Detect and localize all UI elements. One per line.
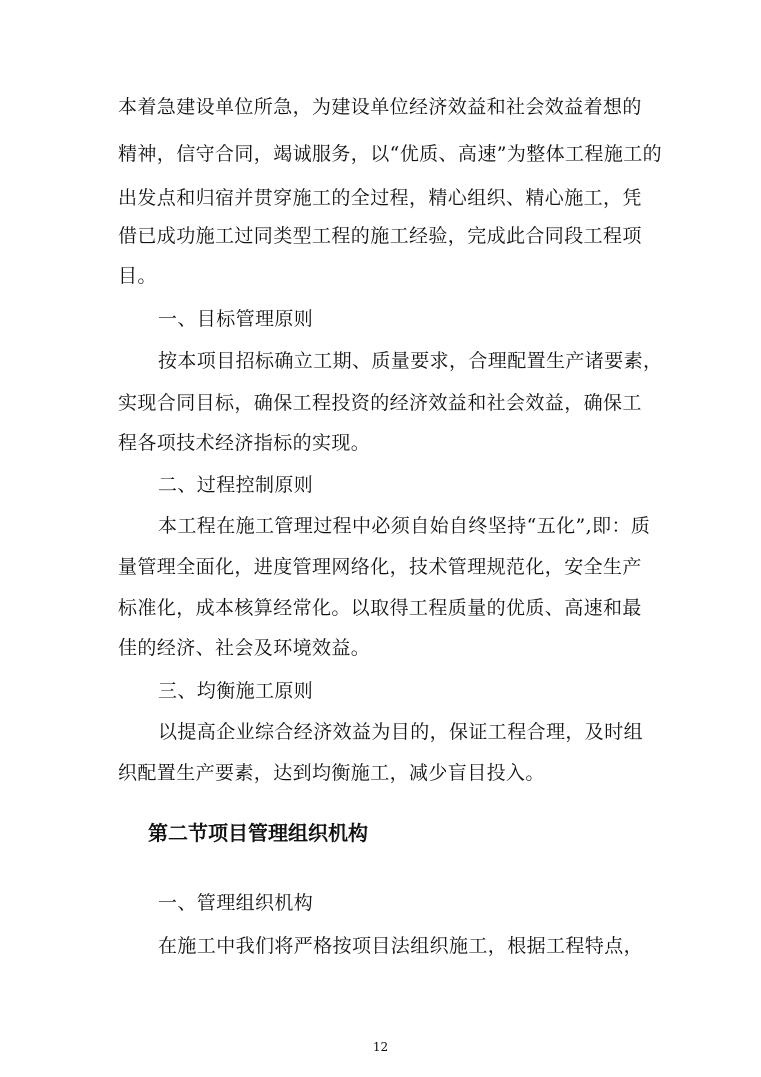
paragraph-line: 本工程在施工管理过程中必须自始自终坚持“五化”,即：质 — [158, 515, 651, 537]
paragraph-line: 标准化，成本核算经常化。以取得工程质量的优质、高速和最 — [118, 597, 642, 619]
paragraph-line: 本着急建设单位所急，为建设单位经济效益和社会效益着想的 — [118, 96, 642, 118]
subheading-organization: 一、管理组织机构 — [158, 892, 314, 914]
paragraph-line: 按本项目招标确立工期、质量要求，合理配置生产诸要素， — [158, 350, 663, 372]
page-number: 12 — [372, 1040, 389, 1054]
paragraph-line: 借已成功施工过同类型工程的施工经验，完成此合同段工程项 — [118, 225, 642, 247]
paragraph-line: 以提高企业综合经济效益为目的，保证工程合理，及时组 — [158, 721, 644, 743]
paragraph-line: 精神，信守合同，竭诚服务，以“优质、高速”为整体工程施工的 — [118, 143, 663, 165]
subheading-balanced-construction: 三、均衡施工原则 — [158, 680, 314, 702]
paragraph-line: 量管理全面化，进度管理网络化，技术管理规范化，安全生产 — [118, 556, 642, 578]
paragraph-line: 织配置生产要素，达到均衡施工，减少盲目投入。 — [118, 762, 545, 784]
paragraph-line: 出发点和归宿并贯穿施工的全过程，精心组织、精心施工，凭 — [118, 187, 642, 209]
paragraph-line: 实现合同目标，确保工程投资的经济效益和社会效益，确保工 — [118, 392, 642, 414]
paragraph-line: 在施工中我们将严格按项目法组织施工，根据工程特点， — [158, 935, 644, 957]
section-heading: 第二节项目管理组织机构 — [148, 821, 368, 845]
subheading-target-management: 一、目标管理原则 — [158, 308, 314, 330]
paragraph-line: 目。 — [118, 265, 157, 287]
paragraph-line: 佳的经济、社会及环境效益。 — [118, 637, 371, 659]
paragraph-line: 程各项技术经济指标的实现。 — [118, 432, 371, 454]
subheading-process-control: 二、过程控制原则 — [158, 474, 314, 496]
